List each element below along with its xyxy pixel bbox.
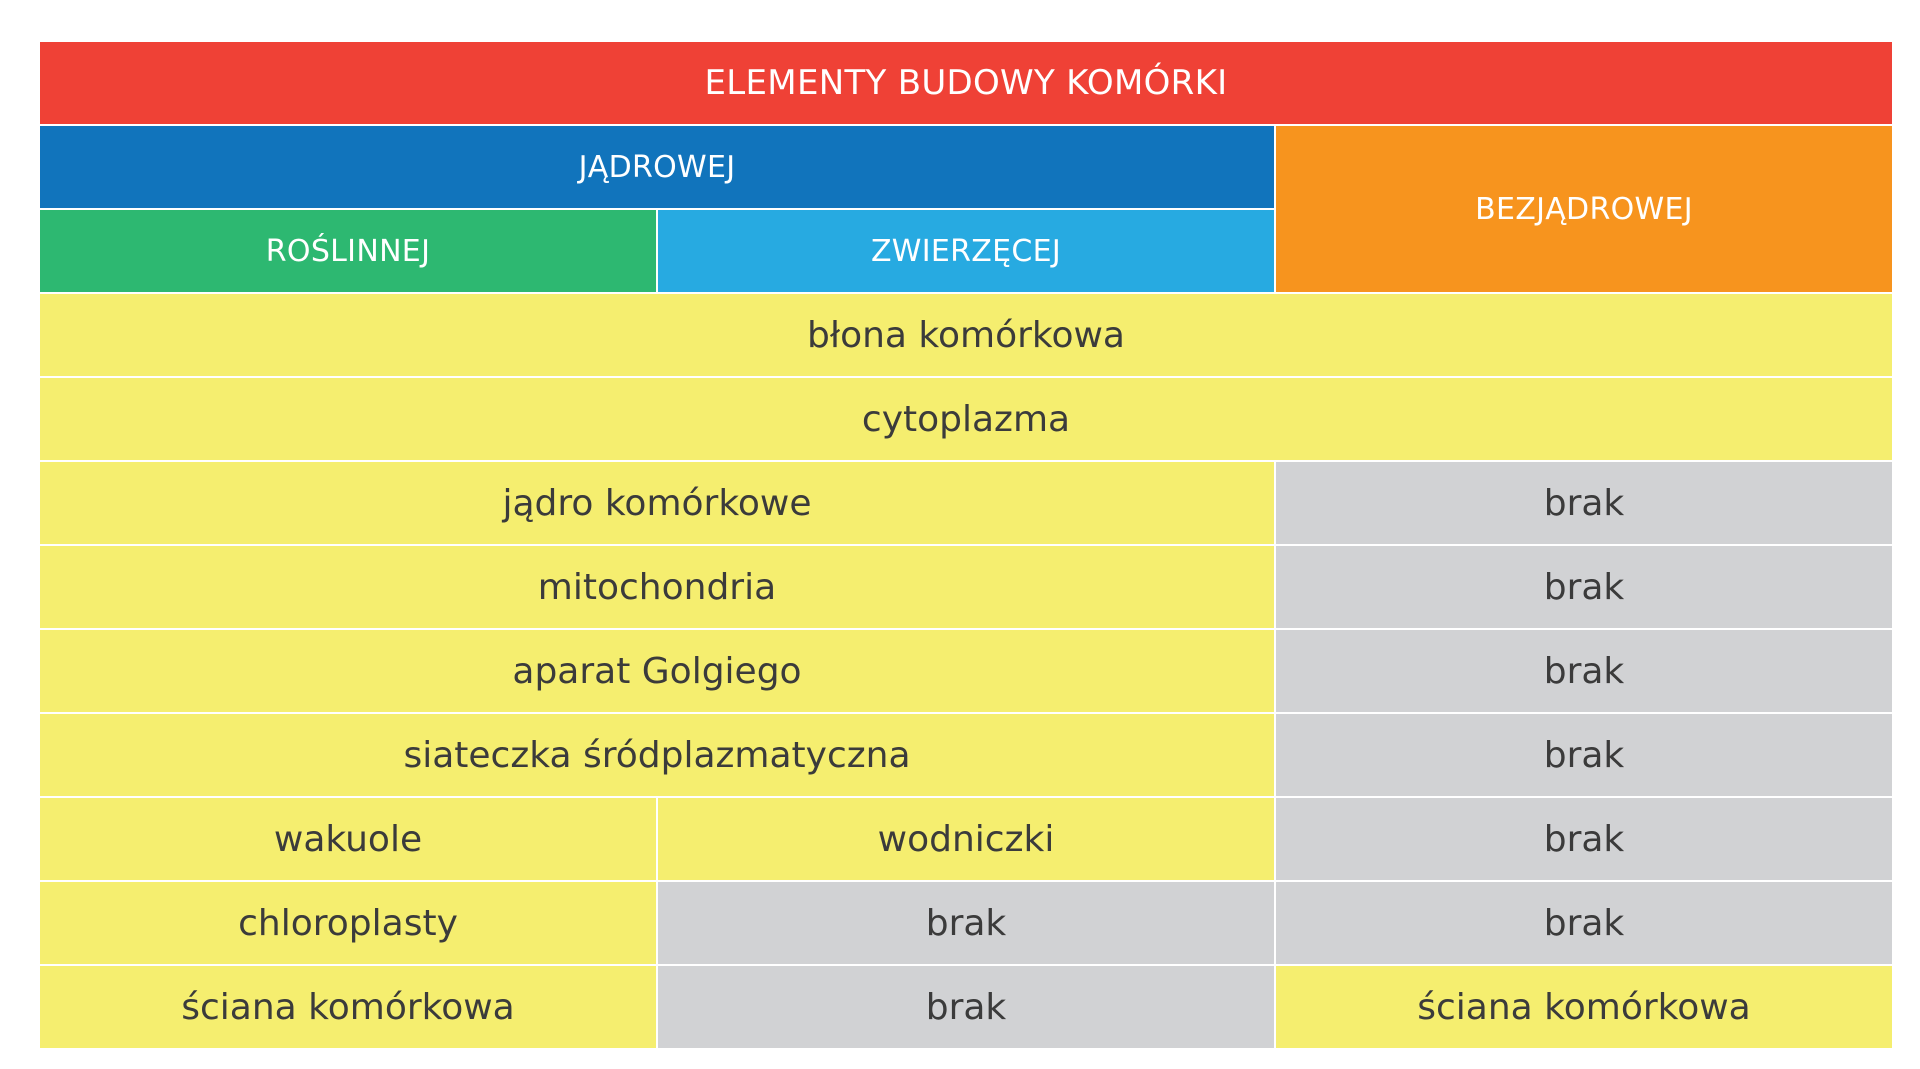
row-vacuoles-non-nuclear: brak xyxy=(1276,798,1892,880)
row-golgi-nuclear: aparat Golgiego xyxy=(40,630,1274,712)
row-cell-wall-animal: brak xyxy=(658,966,1274,1048)
header-plant: ROŚLINNEJ xyxy=(40,210,656,292)
row-vacuoles-plant: wakuole xyxy=(40,798,656,880)
row-mitochondria-nuclear: mitochondria xyxy=(40,546,1274,628)
row-cytoplasm: cytoplazma xyxy=(40,378,1892,460)
row-vacuoles-animal: wodniczki xyxy=(658,798,1274,880)
row-cell-wall-non-nuclear: ściana komórkowa xyxy=(1276,966,1892,1048)
row-cell-wall-plant: ściana komórkowa xyxy=(40,966,656,1048)
row-membrane: błona komórkowa xyxy=(40,294,1892,376)
row-mitochondria-non-nuclear: brak xyxy=(1276,546,1892,628)
header-nuclear: JĄDROWEJ xyxy=(40,126,1274,208)
header-animal: ZWIERZĘCEJ xyxy=(658,210,1274,292)
row-golgi-non-nuclear: brak xyxy=(1276,630,1892,712)
row-chloroplasts-plant: chloroplasty xyxy=(40,882,656,964)
row-chloroplasts-non-nuclear: brak xyxy=(1276,882,1892,964)
row-nucleus-non-nuclear: brak xyxy=(1276,462,1892,544)
row-er-nuclear: siateczka śródplazmatyczna xyxy=(40,714,1274,796)
table-title: ELEMENTY BUDOWY KOMÓRKI xyxy=(40,42,1892,124)
row-chloroplasts-animal: brak xyxy=(658,882,1274,964)
row-er-non-nuclear: brak xyxy=(1276,714,1892,796)
row-nucleus-nuclear: jądro komórkowe xyxy=(40,462,1274,544)
header-non-nuclear: BEZJĄDROWEJ xyxy=(1276,126,1892,292)
cell-structure-table xyxy=(40,42,1888,1048)
